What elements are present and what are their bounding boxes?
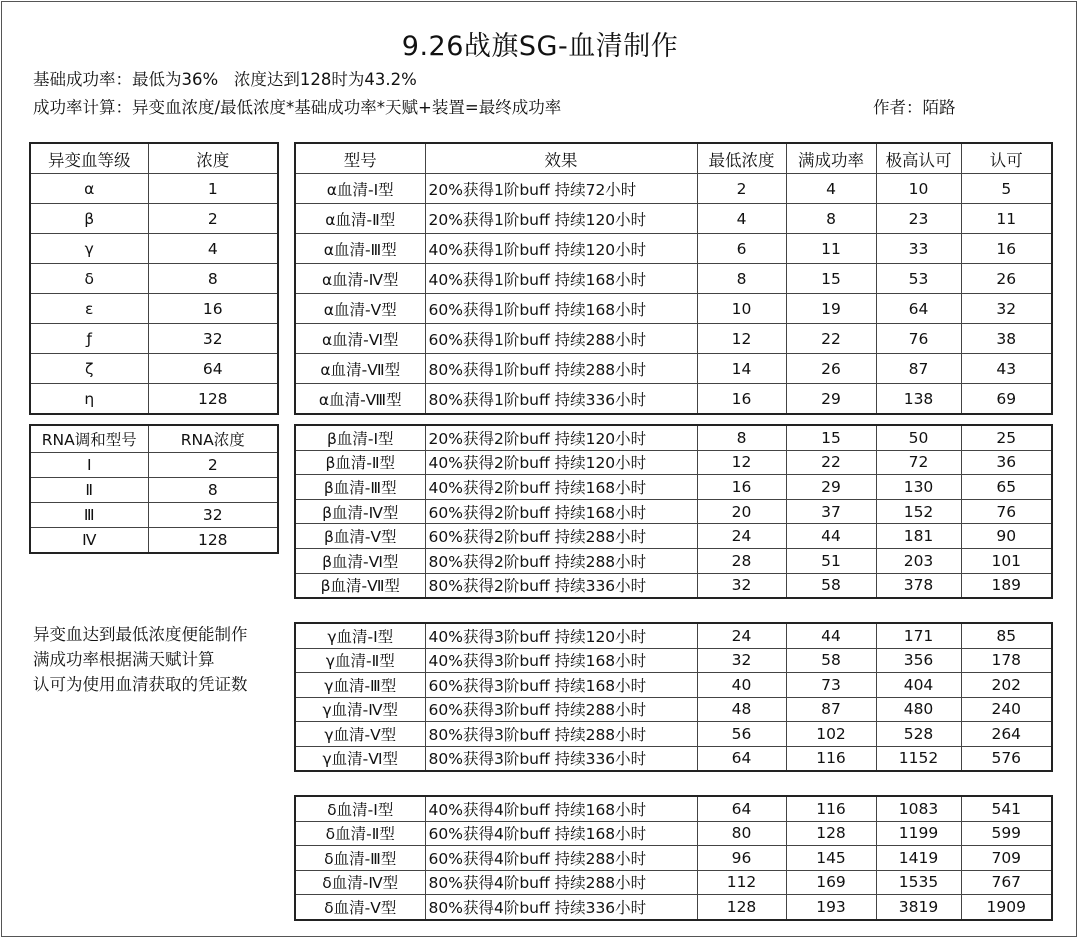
table-cell: 29 <box>786 384 876 415</box>
table-cell: 28 <box>697 548 786 573</box>
table-cell: ζ <box>30 354 148 384</box>
table-cell: α血清-Ⅷ型 <box>295 384 425 415</box>
table-cell: 128 <box>786 821 876 846</box>
table-cell: 60%获得3阶buff 持续168小时 <box>425 673 697 698</box>
table-cell: β血清-Ⅴ型 <box>295 524 425 549</box>
table-cell: 8 <box>786 204 876 234</box>
table-cell: 24 <box>697 623 786 648</box>
table-cell: 19 <box>786 294 876 324</box>
table-cell: 48 <box>697 697 786 722</box>
table-cell: β血清-Ⅲ型 <box>295 475 425 500</box>
column-header-model: 型号 <box>295 143 425 174</box>
table-cell: 189 <box>961 573 1052 598</box>
table-cell: 112 <box>697 870 786 895</box>
table-cell: η <box>30 384 148 415</box>
table-cell: ƒ <box>30 324 148 354</box>
table-cell: α血清-Ⅶ型 <box>295 354 425 384</box>
table-cell: 90 <box>961 524 1052 549</box>
table-cell: β血清-Ⅳ型 <box>295 499 425 524</box>
table-cell: 40%获得3阶buff 持续168小时 <box>425 648 697 673</box>
column-header-full-success: 满成功率 <box>786 143 876 174</box>
table-cell: 80%获得1阶buff 持续288小时 <box>425 354 697 384</box>
table-row <box>295 697 1052 722</box>
table-header-row <box>30 143 278 174</box>
table-cell: 202 <box>961 673 1052 698</box>
table-row <box>295 475 1052 500</box>
table-cell: 1419 <box>876 846 961 871</box>
column-header: 浓度 <box>148 143 278 174</box>
table-row <box>295 174 1052 204</box>
table-cell: β血清-Ⅰ型 <box>295 425 425 450</box>
table-row <box>295 573 1052 598</box>
table-cell: α血清-Ⅱ型 <box>295 204 425 234</box>
table-cell: 116 <box>786 746 876 771</box>
table-cell: 12 <box>697 324 786 354</box>
table-cell: 76 <box>961 499 1052 524</box>
note-line: 异变血达到最低浓度便能制作 <box>33 625 248 644</box>
table-cell: 40%获得2阶buff 持续168小时 <box>425 475 697 500</box>
table-cell: β <box>30 204 148 234</box>
table-cell: γ血清-Ⅳ型 <box>295 697 425 722</box>
table-row <box>295 821 1052 846</box>
table-cell: 404 <box>876 673 961 698</box>
table-row <box>295 354 1052 384</box>
table-cell: 1083 <box>876 796 961 821</box>
table-row <box>295 722 1052 747</box>
table-cell: 1199 <box>876 821 961 846</box>
table-cell: 58 <box>786 648 876 673</box>
table-cell: 16 <box>697 475 786 500</box>
table-cell: 23 <box>876 204 961 234</box>
formula-line: 成功率计算：异变血浓度/最低浓度*基础成功率*天赋+装置=最终成功率 <box>33 98 562 117</box>
table-cell: 40%获得3阶buff 持续120小时 <box>425 623 697 648</box>
table-cell: β血清-Ⅱ型 <box>295 450 425 475</box>
grade-concentration-table <box>29 142 279 415</box>
table-cell: Ⅲ <box>30 503 148 528</box>
column-header: RNA浓度 <box>148 425 278 453</box>
table-cell: 38 <box>961 324 1052 354</box>
table-cell: 4 <box>786 174 876 204</box>
table-row <box>30 294 278 324</box>
table-cell: 40 <box>697 673 786 698</box>
table-cell: 60%获得4阶buff 持续288小时 <box>425 846 697 871</box>
table-cell: 37 <box>786 499 876 524</box>
table-row <box>30 384 278 415</box>
table-row <box>30 324 278 354</box>
table-cell: 40%获得2阶buff 持续120小时 <box>425 450 697 475</box>
gamma-serum-table <box>294 622 1053 772</box>
table-cell: γ <box>30 234 148 264</box>
table-cell: 51 <box>786 548 876 573</box>
table-cell: 80 <box>697 821 786 846</box>
table-cell: 72 <box>876 450 961 475</box>
table-cell: α血清-Ⅰ型 <box>295 174 425 204</box>
table-row <box>295 425 1052 450</box>
table-cell: 80%获得3阶buff 持续288小时 <box>425 722 697 747</box>
table-row <box>295 234 1052 264</box>
table-cell: 20%获得1阶buff 持续120小时 <box>425 204 697 234</box>
table-cell: 11 <box>961 204 1052 234</box>
table-cell: δ血清-Ⅰ型 <box>295 796 425 821</box>
table-cell: 32 <box>961 294 1052 324</box>
table-cell: 16 <box>961 234 1052 264</box>
table-cell: α血清-Ⅴ型 <box>295 294 425 324</box>
table-cell: 1535 <box>876 870 961 895</box>
table-cell: 20%获得1阶buff 持续72小时 <box>425 174 697 204</box>
table-row <box>295 324 1052 354</box>
table-cell: 15 <box>786 425 876 450</box>
table-cell: 116 <box>786 796 876 821</box>
table-row <box>295 264 1052 294</box>
table-cell: 40%获得1阶buff 持续120小时 <box>425 234 697 264</box>
table-cell: 709 <box>961 846 1052 871</box>
delta-serum-table <box>294 795 1053 921</box>
table-row <box>30 234 278 264</box>
table-cell: 73 <box>786 673 876 698</box>
table-header-row <box>30 425 278 453</box>
table-row <box>295 548 1052 573</box>
table-cell: 5 <box>961 174 1052 204</box>
table-row <box>295 623 1052 648</box>
table-row <box>295 846 1052 871</box>
table-cell: α血清-Ⅳ型 <box>295 264 425 294</box>
table-cell: 138 <box>876 384 961 415</box>
table-cell: 767 <box>961 870 1052 895</box>
table-cell: 528 <box>876 722 961 747</box>
author-label: 作者：陌路 <box>873 98 956 117</box>
table-cell: 80%获得4阶buff 持续336小时 <box>425 895 697 920</box>
table-cell: Ⅱ <box>30 478 148 503</box>
table-cell: γ血清-Ⅱ型 <box>295 648 425 673</box>
table-cell: 50 <box>876 425 961 450</box>
rna-table <box>29 424 279 554</box>
table-cell: 80%获得2阶buff 持续336小时 <box>425 573 697 598</box>
column-header: 异变血等级 <box>30 143 148 174</box>
table-row <box>30 204 278 234</box>
table-cell: 1152 <box>876 746 961 771</box>
table-cell: 22 <box>786 324 876 354</box>
table-cell: 2 <box>148 453 278 478</box>
column-header-high-approval: 极高认可 <box>876 143 961 174</box>
table-cell: δ <box>30 264 148 294</box>
table-row <box>30 354 278 384</box>
table-cell: 169 <box>786 870 876 895</box>
table-row <box>295 673 1052 698</box>
table-row <box>295 204 1052 234</box>
table-cell: 8 <box>148 478 278 503</box>
table-cell: 22 <box>786 450 876 475</box>
table-cell: 29 <box>786 475 876 500</box>
table-cell: 58 <box>786 573 876 598</box>
table-cell: 80%获得4阶buff 持续288小时 <box>425 870 697 895</box>
table-row <box>30 174 278 204</box>
note-line: 认可为使用血清获取的凭证数 <box>33 675 248 694</box>
table-cell: 480 <box>876 697 961 722</box>
page-title: 9.26战旗SG-血清制作 <box>401 31 679 62</box>
table-cell: 60%获得1阶buff 持续168小时 <box>425 294 697 324</box>
table-cell: 26 <box>786 354 876 384</box>
table-cell: 76 <box>876 324 961 354</box>
table-cell: 11 <box>786 234 876 264</box>
table-cell: 80%获得3阶buff 持续336小时 <box>425 746 697 771</box>
table-cell: 87 <box>786 697 876 722</box>
table-cell: γ血清-Ⅲ型 <box>295 673 425 698</box>
table-cell: 8 <box>697 264 786 294</box>
table-cell: 25 <box>961 425 1052 450</box>
table-cell: 65 <box>961 475 1052 500</box>
table-row <box>30 478 278 503</box>
table-cell: 128 <box>148 528 278 554</box>
table-cell: γ血清-Ⅵ型 <box>295 746 425 771</box>
table-cell: γ血清-Ⅴ型 <box>295 722 425 747</box>
table-cell: 20 <box>697 499 786 524</box>
column-header: RNA调和型号 <box>30 425 148 453</box>
table-cell: 356 <box>876 648 961 673</box>
table-cell: 6 <box>697 234 786 264</box>
table-cell: 85 <box>961 623 1052 648</box>
table-cell: 64 <box>697 796 786 821</box>
table-cell: 576 <box>961 746 1052 771</box>
table-cell: 40%获得1阶buff 持续168小时 <box>425 264 697 294</box>
column-header-effect: 效果 <box>425 143 697 174</box>
table-cell: 56 <box>697 722 786 747</box>
table-cell: 32 <box>697 573 786 598</box>
table-cell: 193 <box>786 895 876 920</box>
alpha-serum-table <box>294 142 1053 415</box>
table-cell: 80%获得1阶buff 持续336小时 <box>425 384 697 415</box>
table-cell: 101 <box>961 548 1052 573</box>
table-cell: 60%获得1阶buff 持续288小时 <box>425 324 697 354</box>
table-cell: 64 <box>876 294 961 324</box>
table-cell: 378 <box>876 573 961 598</box>
beta-serum-table <box>294 424 1053 599</box>
table-cell: 32 <box>697 648 786 673</box>
table-cell: 64 <box>148 354 278 384</box>
table-cell: 2 <box>697 174 786 204</box>
table-cell: ε <box>30 294 148 324</box>
note-line: 满成功率根据满天赋计算 <box>33 650 215 669</box>
table-cell: 44 <box>786 524 876 549</box>
table-cell: δ血清-Ⅴ型 <box>295 895 425 920</box>
table-cell: 16 <box>697 384 786 415</box>
table-cell: 32 <box>148 324 278 354</box>
table-cell: 181 <box>876 524 961 549</box>
table-row <box>30 528 278 554</box>
table-cell: 60%获得3阶buff 持续288小时 <box>425 697 697 722</box>
table-cell: 14 <box>697 354 786 384</box>
table-cell: 40%获得4阶buff 持续168小时 <box>425 796 697 821</box>
table-row <box>30 453 278 478</box>
table-cell: 128 <box>148 384 278 415</box>
table-cell: 152 <box>876 499 961 524</box>
table-cell: 1909 <box>961 895 1052 920</box>
table-cell: β血清-Ⅶ型 <box>295 573 425 598</box>
table-cell: 178 <box>961 648 1052 673</box>
table-cell: Ⅳ <box>30 528 148 554</box>
table-row <box>295 895 1052 920</box>
table-cell: 4 <box>697 204 786 234</box>
table-cell: 20%获得2阶buff 持续120小时 <box>425 425 697 450</box>
table-cell: α血清-Ⅵ型 <box>295 324 425 354</box>
table-row <box>295 524 1052 549</box>
table-cell: δ血清-Ⅲ型 <box>295 846 425 871</box>
table-cell: 10 <box>876 174 961 204</box>
table-cell: 36 <box>961 450 1052 475</box>
table-cell: 8 <box>697 425 786 450</box>
table-cell: 130 <box>876 475 961 500</box>
table-cell: 32 <box>148 503 278 528</box>
table-cell: 2 <box>148 204 278 234</box>
table-cell: 60%获得2阶buff 持续288小时 <box>425 524 697 549</box>
table-cell: 4 <box>148 234 278 264</box>
table-cell: 541 <box>961 796 1052 821</box>
table-cell: 43 <box>961 354 1052 384</box>
table-row <box>295 796 1052 821</box>
table-row <box>295 294 1052 324</box>
table-row <box>295 746 1052 771</box>
table-cell: γ血清-Ⅰ型 <box>295 623 425 648</box>
table-cell: 12 <box>697 450 786 475</box>
base-success-rate-line: 基础成功率：最低为36% 浓度达到128时为43.2% <box>33 70 417 89</box>
table-cell: α血清-Ⅲ型 <box>295 234 425 264</box>
table-row <box>295 450 1052 475</box>
table-cell: Ⅰ <box>30 453 148 478</box>
table-cell: 10 <box>697 294 786 324</box>
table-cell: 33 <box>876 234 961 264</box>
table-cell: 145 <box>786 846 876 871</box>
table-cell: 96 <box>697 846 786 871</box>
table-cell: 60%获得4阶buff 持续168小时 <box>425 821 697 846</box>
table-row <box>295 648 1052 673</box>
table-cell: 24 <box>697 524 786 549</box>
table-cell: 69 <box>961 384 1052 415</box>
table-cell: 102 <box>786 722 876 747</box>
table-cell: 8 <box>148 264 278 294</box>
table-cell: 26 <box>961 264 1052 294</box>
notes <box>33 622 248 697</box>
table-cell: 171 <box>876 623 961 648</box>
table-cell: 87 <box>876 354 961 384</box>
table-row <box>30 503 278 528</box>
table-cell: 44 <box>786 623 876 648</box>
table-cell: 64 <box>697 746 786 771</box>
table-cell: 240 <box>961 697 1052 722</box>
table-cell: 599 <box>961 821 1052 846</box>
table-cell: 80%获得2阶buff 持续288小时 <box>425 548 697 573</box>
table-cell: 203 <box>876 548 961 573</box>
table-cell: 128 <box>697 895 786 920</box>
table-cell: 15 <box>786 264 876 294</box>
column-header-approval: 认可 <box>961 143 1052 174</box>
table-row <box>30 264 278 294</box>
table-row <box>295 870 1052 895</box>
table-cell: δ血清-Ⅱ型 <box>295 821 425 846</box>
table-row <box>295 499 1052 524</box>
table-cell: δ血清-Ⅳ型 <box>295 870 425 895</box>
table-cell: 264 <box>961 722 1052 747</box>
column-header-min-concentration: 最低浓度 <box>697 143 786 174</box>
table-cell: 16 <box>148 294 278 324</box>
table-header-row <box>295 143 1052 174</box>
table-cell: 1 <box>148 174 278 204</box>
table-cell: β血清-Ⅵ型 <box>295 548 425 573</box>
table-row <box>295 384 1052 415</box>
table-cell: 53 <box>876 264 961 294</box>
table-cell: 60%获得2阶buff 持续168小时 <box>425 499 697 524</box>
table-cell: α <box>30 174 148 204</box>
table-cell: 3819 <box>876 895 961 920</box>
